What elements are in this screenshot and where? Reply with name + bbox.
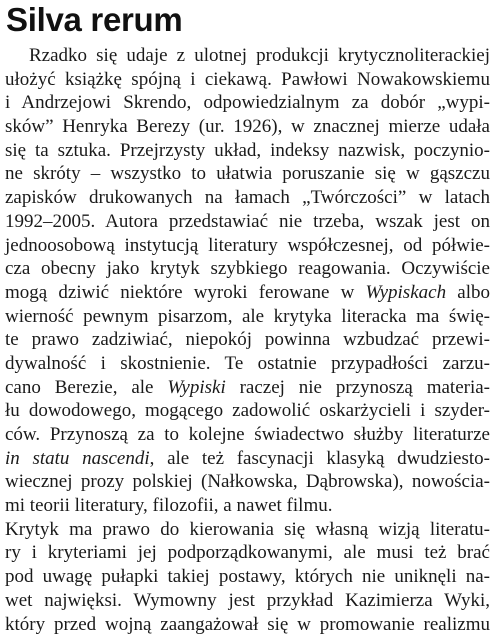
article-body — [0, 44, 500, 634]
text-segment: który przed wojną zaangażował się w promowanie realizmu — [5, 613, 490, 634]
text-line — [0, 234, 490, 258]
text-line — [0, 328, 490, 352]
text-line — [0, 115, 490, 139]
text-line — [0, 399, 490, 423]
text-segment: wiecznej prozy polskiej (Nałkowska, Dąbrowska), nowościa- — [5, 471, 490, 493]
text-segment: Rzadko się udaje z ulotnej produkcji krytycznoliterackiej — [29, 45, 490, 66]
italic-text: Wypiski — [167, 376, 226, 398]
text-line — [0, 281, 490, 305]
text-segment: mogą dziwić niektóre wyroki ferowane w — [5, 281, 366, 303]
text-segment: dywalność i skostnienie. Te ostatnie przypadłości zarzu- — [5, 352, 490, 374]
text-line — [0, 589, 490, 613]
italic-text: Wypiskach — [365, 281, 447, 303]
text-segment: raczej nie przynoszą materia- — [225, 376, 490, 398]
text-segment: te prawo zadziwiać, niepokój powinna wzbudzać przewi- — [5, 329, 490, 351]
text-segment: pod uwagę pułapki takiej postawy, których nie uniknęli na- — [5, 566, 490, 588]
text-line — [0, 68, 490, 92]
text-segment: łu dowodowego, mogącego zadowolić oskarżycieli i szyder- — [5, 400, 490, 422]
text-segment: sków” Henryka Berezy (ur. 1926), w znacznej mierze udała — [5, 116, 490, 138]
text-line — [0, 352, 490, 376]
text-segment: ne skróty – wszystko to ułatwia poruszanie się w gąszczu — [5, 163, 490, 185]
text-line — [0, 565, 490, 589]
text-line — [0, 518, 490, 542]
text-segment: cano Berezie, ale — [5, 376, 168, 398]
text-segment: Krytyk ma prawo do kierowania się własną wizją literatu- — [5, 518, 490, 540]
text-segment: cza obecny jako krytyk szybkiego reagowania. Oczywiście — [5, 258, 490, 280]
article-title: Silva rerum — [6, 1, 183, 38]
text-line — [0, 186, 490, 210]
text-line — [0, 91, 490, 115]
text-line — [0, 423, 490, 447]
italic-text: in statu nascendi — [5, 447, 150, 469]
text-line — [0, 257, 490, 281]
text-segment: i Andrzejowi Skrendo, odpowiedzialnym za dobór „wypi- — [5, 92, 490, 114]
text-segment: jednoosobową instytucją literatury współczesnej, od półwie- — [5, 234, 490, 256]
text-segment: ców. Przynoszą za to kolejne świadectwo służby literaturze — [5, 424, 490, 445]
text-segment: ry i kryteriami jej podporządkowanymi, ale musi też brać — [5, 542, 490, 564]
text-segment: wierność pewnym pisarzom, ale krytyka literacka ma świę- — [5, 305, 490, 327]
text-line — [0, 541, 490, 565]
text-segment: zapisków drukowanych na łamach „Twórczości” w latach — [5, 187, 490, 209]
text-line — [0, 613, 490, 634]
text-segment: się ta sztuka. Przejrzysty układ, indeksy nazwisk, poczynio- — [5, 139, 490, 161]
text-line — [0, 139, 490, 163]
text-line — [0, 162, 490, 186]
text-segment: 1992–2005. Autora przedstawiać nie trzeba, wszak jest on — [5, 210, 490, 232]
text-line — [0, 447, 490, 471]
text-segment: , ale też fascynacji klasyką dwudziesto- — [149, 447, 490, 469]
text-line — [0, 494, 490, 518]
text-line — [0, 376, 490, 400]
text-line — [0, 210, 490, 234]
text-segment: albo — [446, 281, 490, 303]
text-line — [0, 470, 490, 494]
text-line — [0, 44, 490, 68]
text-segment: wet najwięksi. Wymowny jest przykład Kazimierza Wyki, — [5, 589, 490, 611]
text-segment: mi teorii literatury, filozofii, a nawet filmu. — [5, 495, 333, 517]
text-segment: ułożyć książkę spójną i ciekawą. Pawłowi Nowakowskiemu — [5, 68, 490, 90]
text-line — [0, 305, 490, 329]
